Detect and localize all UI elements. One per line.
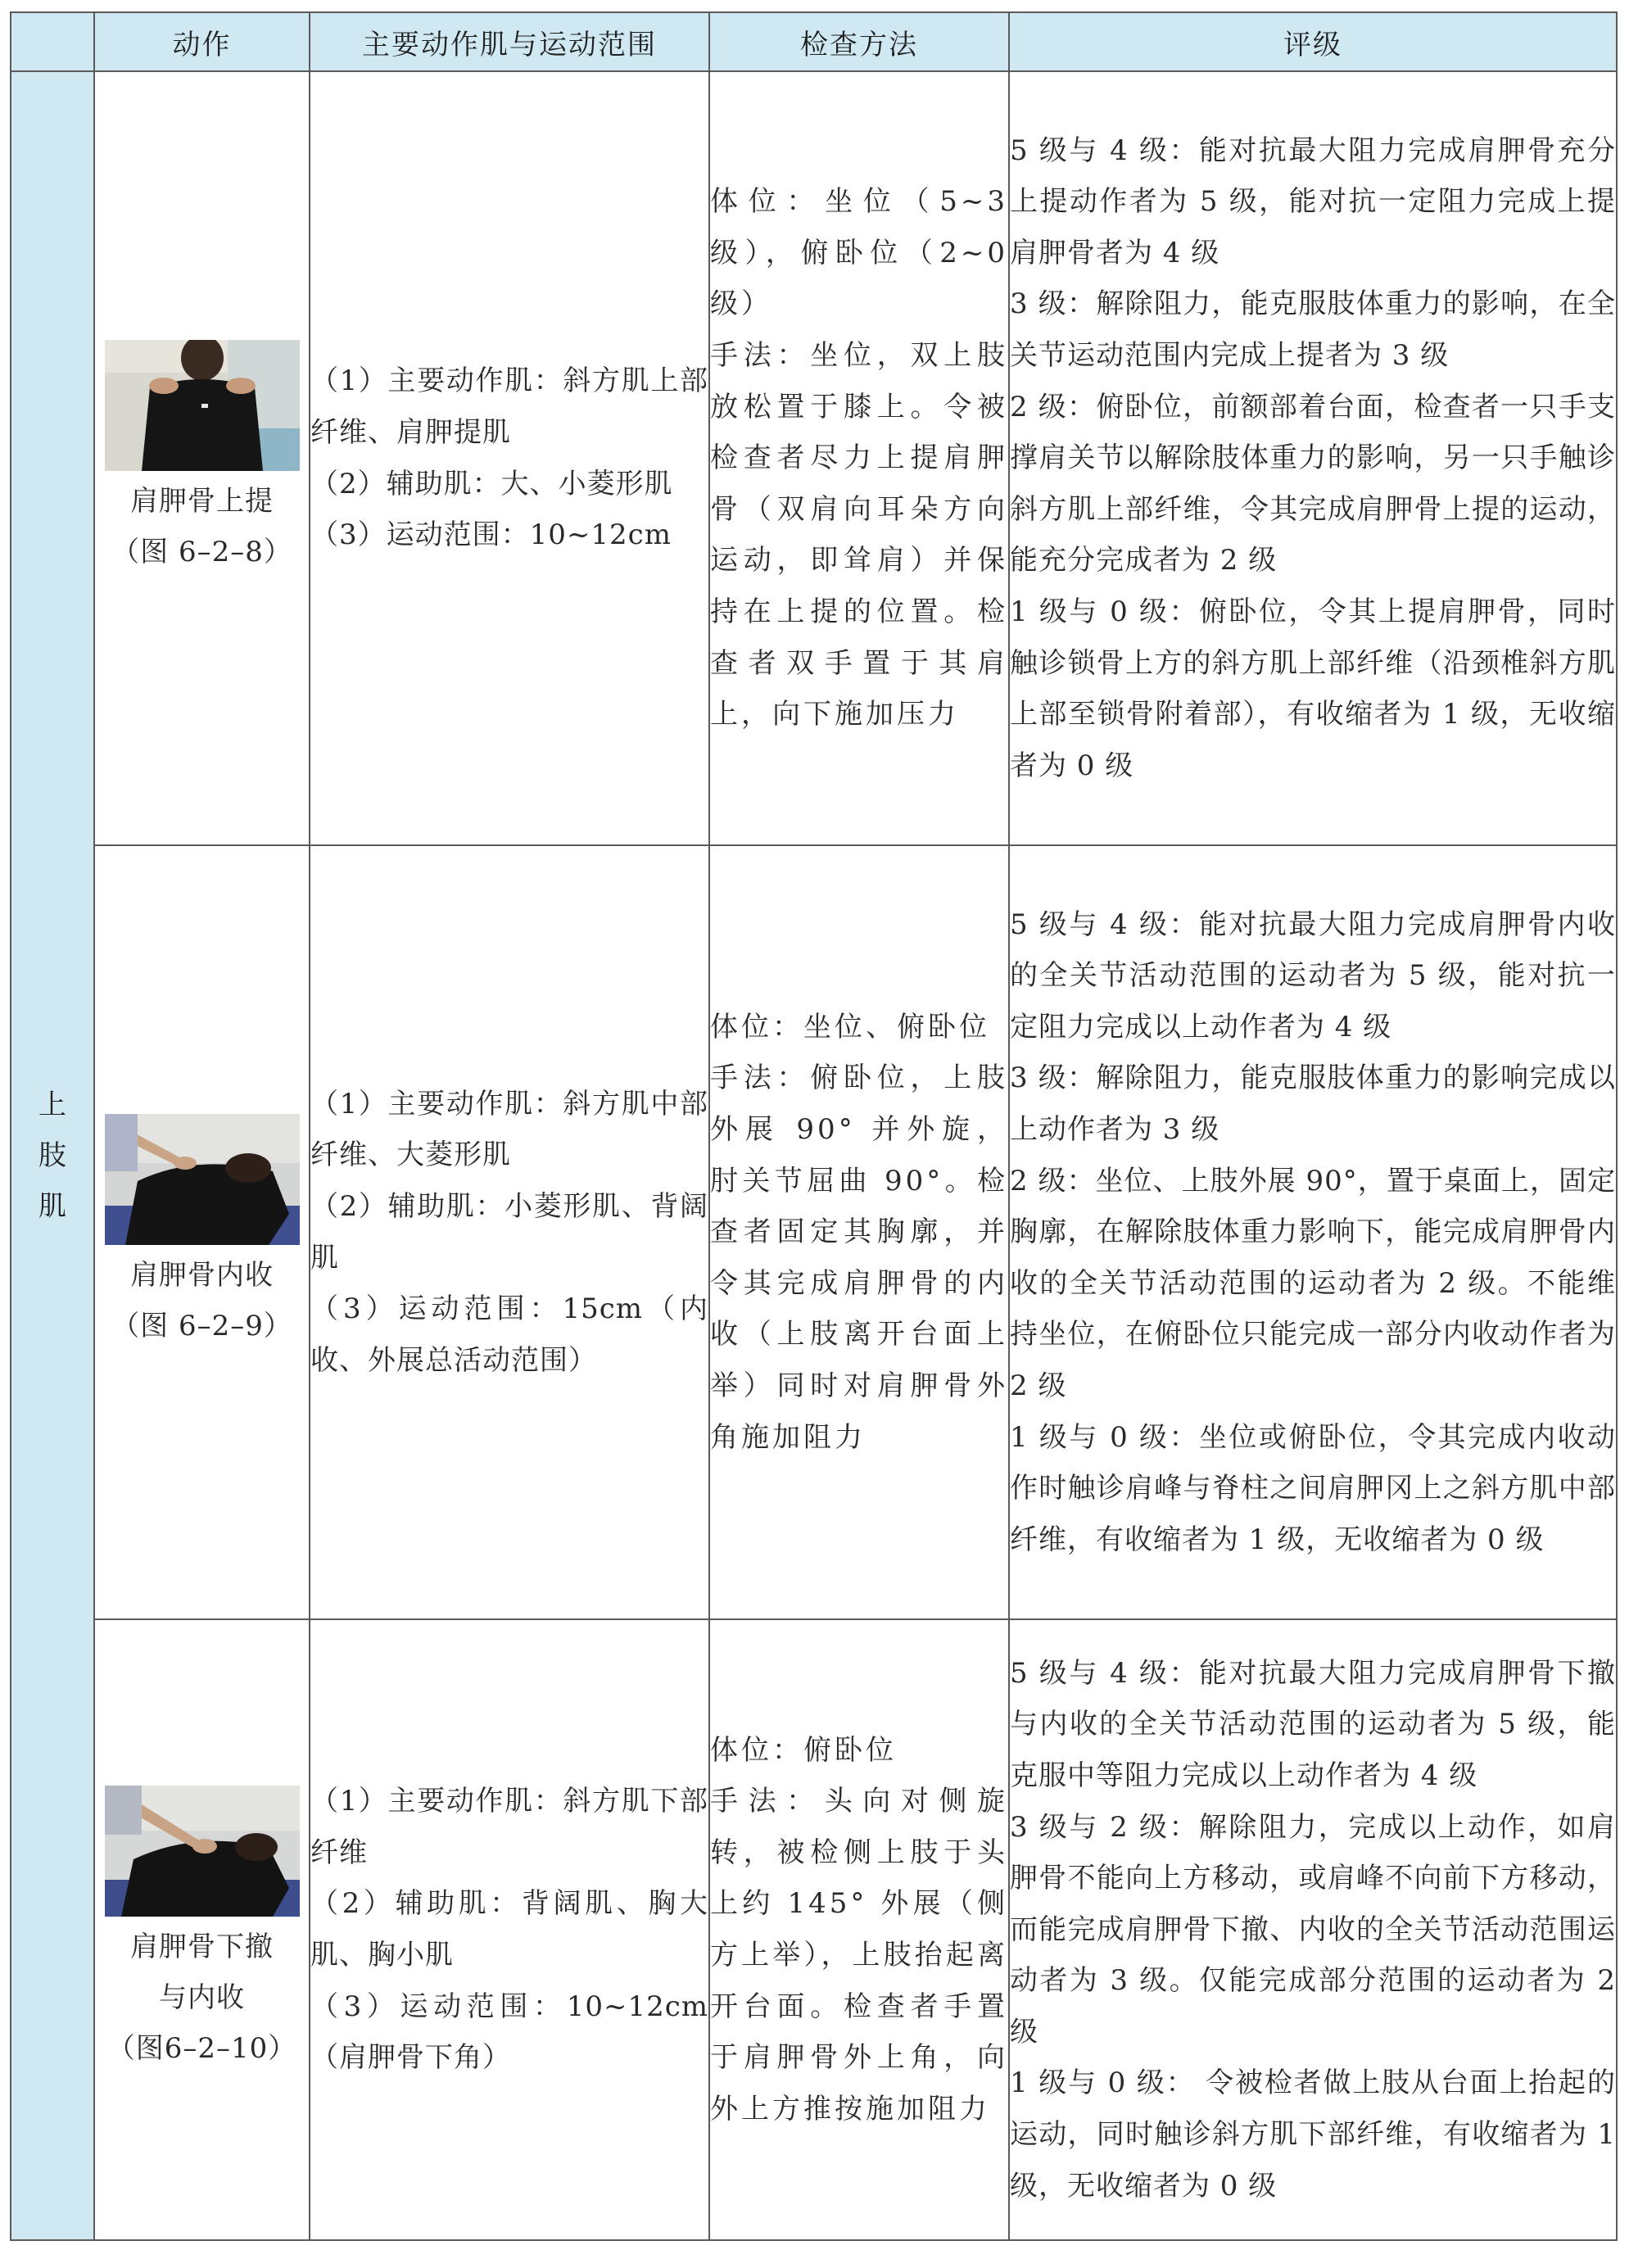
muscle-item: （1）主要动作肌：斜方肌下部纤维	[310, 1785, 708, 1869]
table-row	[11, 1619, 1617, 2240]
action-cell	[94, 1619, 310, 2240]
grade-item: 2 级：坐位、上肢外展 90°，置于桌面上，固定胸廓，在解除肢体重力影响下，能完成肩胛骨内收的全关节活动范围的运动者为 2 级。不能维持坐位，在俯卧位只能完成一部分内收动作者为 2 级	[1010, 1164, 1616, 1402]
muscles-cell	[310, 71, 709, 845]
grade-item: 3 级：解除阻力，能克服肢体重力的影响完成以上动作者为 3 级	[1010, 1062, 1616, 1147]
method-technique: 手法：俯卧位，上肢外展 90° 并外旋，肘关节屈曲 90°。检查者固定其胸廓，并令其完成肩胛骨的内收（上肢离开台面上举）同时对肩胛骨外角施加阻力	[710, 1062, 1008, 1454]
exercise-photo-shoulder-adduction	[105, 1114, 300, 1245]
header-action: 动作	[94, 12, 310, 71]
muscle-item: （2）辅助肌：小菱形肌、背阔肌	[310, 1189, 708, 1274]
grade-item: 5 级与 4 级：能对抗最大阻力完成肩胛骨充分上提动作者为 5 级，能对抗一定阻力完成上提肩胛骨者为 4 级	[1010, 134, 1616, 269]
grade-item: 5 级与 4 级：能对抗最大阻力完成肩胛骨内收的全关节活动范围的运动者为 5 级，能对抗一定阻力完成以上动作者为 4 级	[1010, 908, 1616, 1043]
muscle-test-table	[10, 11, 1618, 2241]
header-method: 检查方法	[709, 12, 1009, 71]
action-name: 肩胛骨内收	[130, 1258, 274, 1292]
muscles-cell	[310, 845, 709, 1619]
action-name: 肩胛骨下撤与内收	[130, 1931, 274, 2014]
method-cell	[709, 1619, 1009, 2240]
grade-item: 5 级与 4 级：能对抗最大阻力完成肩胛骨下撤与内收的全关节活动范围的运动者为 5 级，能克服中等阻力完成以上动作者为 4 级	[1010, 1656, 1616, 1792]
table-row	[11, 845, 1617, 1619]
muscle-item: （3）运动范围：10~12cm	[310, 518, 672, 552]
method-position: 体位：坐位、俯卧位	[710, 1010, 990, 1043]
grading-cell	[1009, 1619, 1617, 2240]
header-row	[11, 12, 1617, 71]
grade-item: 1 级与 0 级： 令被检者做上肢从台面上抬起的运动，同时触诊斜方肌下部纤维，有收缩者为 1 级，无收缩者为 0 级	[1010, 2067, 1616, 2202]
category-label: 上肢肌	[38, 1089, 66, 1223]
grade-item: 3 级：解除阻力，能克服肢体重力的影响，在全关节运动范围内完成上提者为 3 级	[1010, 287, 1616, 373]
method-cell	[709, 845, 1009, 1619]
method-position: 体位：俯卧位	[710, 1733, 897, 1767]
action-name: 肩胛骨上提	[130, 484, 274, 518]
muscle-item: （2）辅助肌：背阔肌、胸大肌、胸小肌	[310, 1887, 708, 1971]
figure-reference: （图 6–2–8）	[111, 535, 292, 568]
grade-item: 2 级：俯卧位，前额部着台面，检查者一只手支撑肩关节以解除肢体重力的影响，另一只手触诊斜方肌上部纤维，令其完成肩胛骨上提的运动，能充分完成者为 2 级	[1010, 390, 1616, 577]
method-technique: 手法：头向对侧旋转，被检侧上肢于头上约 145° 外展（侧方上举），上肢抬起离开台面。检查者手置于肩胛骨外上角，向外上方推按施加阻力	[710, 1785, 1008, 2125]
muscle-item: （1）主要动作肌：斜方肌上部纤维、肩胛提肌	[310, 364, 708, 449]
muscle-item: （1）主要动作肌：斜方肌中部纤维、大菱形肌	[310, 1087, 708, 1172]
muscle-item: （3）运动范围：10~12cm（肩胛骨下角）	[310, 1990, 708, 2075]
exercise-photo-shoulder-elevation	[105, 340, 300, 471]
method-position: 体位：坐位（5~3级），俯卧位（2~0级）	[710, 185, 1008, 321]
exercise-photo-shoulder-depression	[105, 1786, 300, 1917]
figure-reference: （图 6–2–9）	[111, 1309, 292, 1342]
muscles-cell	[310, 1619, 709, 2240]
action-cell	[94, 71, 310, 845]
header-corner	[11, 12, 94, 71]
figure-reference: （图6–2–10）	[106, 2032, 297, 2065]
grade-item: 1 级与 0 级：俯卧位，令其上提肩胛骨，同时触诊锁骨上方的斜方肌上部纤维（沿颈椎斜方肌上部至锁骨附着部），有收缩者为 1 级，无收缩者为 0 级	[1010, 595, 1616, 782]
method-cell	[709, 71, 1009, 845]
method-technique: 手法：坐位，双上肢放松置于膝上。令被检查者尽力上提肩胛骨（双肩向耳朵方向运动，即耸肩）并保持在上提的位置。检查者双手置于其肩上，向下施加压力	[710, 339, 1008, 731]
header-muscles: 主要动作肌与运动范围	[310, 12, 709, 71]
table-row	[11, 71, 1617, 845]
grade-item: 1 级与 0 级：坐位或俯卧位，令其完成内收动作时触诊肩峰与脊柱之间肩胛冈上之斜方肌中部纤维，有收缩者为 1 级，无收缩者为 0 级	[1010, 1420, 1616, 1556]
action-cell	[94, 845, 310, 1619]
grading-cell	[1009, 71, 1617, 845]
header-grading: 评级	[1009, 12, 1617, 71]
grading-cell	[1009, 845, 1617, 1619]
muscle-item: （3）运动范围：15cm（内收、外展总活动范围）	[310, 1292, 708, 1377]
grade-item: 3 级与 2 级：解除阻力，完成以上动作，如肩胛骨不能向上方移动，或肩峰不向前下方移动，而能完成肩胛骨下撤、内收的全关节活动范围运动者为 3 级。仅能完成部分范围的运动者为 2 级	[1010, 1810, 1616, 2048]
muscle-item: （2）辅助肌：大、小菱形肌	[310, 467, 673, 500]
category-cell	[11, 71, 94, 2240]
